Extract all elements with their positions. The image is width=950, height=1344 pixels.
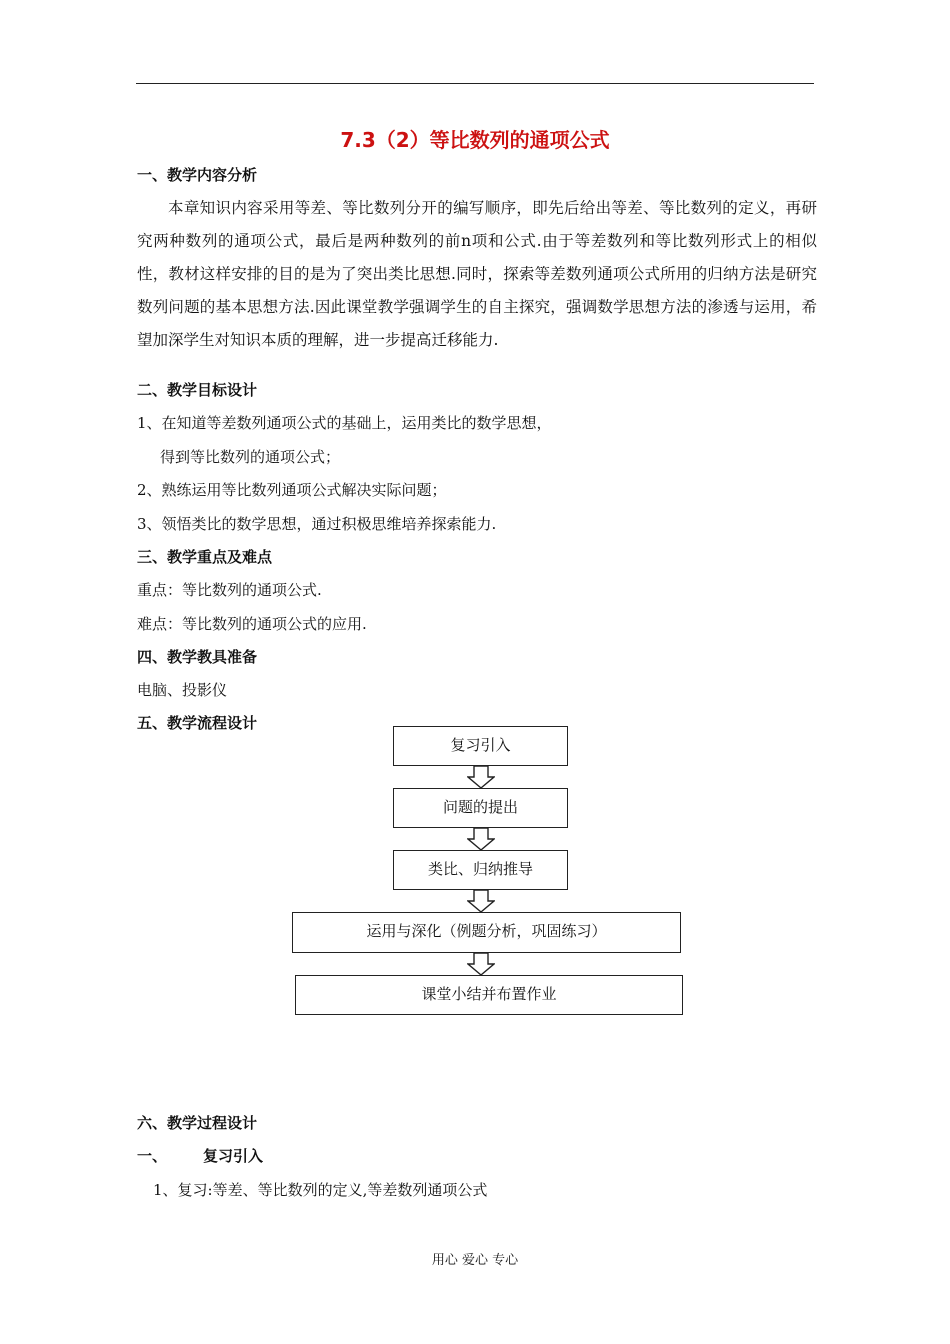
tools-text: 电脑、投影仪: [137, 681, 228, 699]
objective-item: 得到等比数列的通项公式；: [160, 448, 341, 466]
section-heading-content-analysis: 一、教学内容分析: [137, 166, 258, 184]
objective-item: 3、领悟类比的数学思想，通过积极思维培养探索能力.: [137, 515, 497, 533]
flow-step-application: 运用与深化（例题分析，巩固练习）: [292, 912, 681, 953]
difficult-point-text: 难点：等比数列的通项公式的应用.: [137, 615, 367, 633]
flow-step-review: 复习引入: [393, 726, 568, 766]
down-arrow-icon: [467, 952, 495, 976]
flow-step-question: 问题的提出: [393, 788, 568, 828]
objective-item: 2、熟练运用等比数列通项公式解决实际问题；: [137, 481, 447, 499]
content-analysis-paragraph: [137, 192, 817, 357]
section-heading-tools: 四、教学教具准备: [137, 648, 258, 666]
flow-step-summary: 课堂小结并布置作业: [295, 975, 683, 1015]
subsection-title: 复习引入: [203, 1147, 264, 1165]
section-heading-process: 六、教学过程设计: [137, 1114, 258, 1132]
objective-item: 1、在知道等差数列通项公式的基础上，运用类比的数学思想，: [137, 414, 552, 432]
section-heading-key-points: 三、教学重点及难点: [137, 548, 273, 566]
key-point-text: 重点：等比数列的通项公式.: [137, 581, 322, 599]
down-arrow-icon: [467, 827, 495, 851]
down-arrow-icon: [467, 889, 495, 913]
down-arrow-icon: [467, 765, 495, 789]
review-item-text: 1、复习:等差、等比数列的定义,等差数列通项公式: [153, 1181, 488, 1199]
header-rule: [136, 83, 814, 84]
subsection-number: 一、: [137, 1147, 168, 1165]
page-footer: 用心 爱心 专心: [431, 1253, 519, 1268]
section-heading-objectives: 二、教学目标设计: [137, 381, 258, 399]
content-analysis-text: 本章知识内容采用等差、等比数列分开的编写顺序，即先后给出等差、等比数列的定义，再研究两种数列的通项公式，最后是两种数列的前n项和公式.由于等差数列和等比数列形式上的相似性，教材这样安排的目的是为了突出类比思想.同时，探索等差数列通项公式所用的归纳方法是研究数列问题的基本思想方法.因此课堂教学强调学生的自主探究，强调数学思想方法的渗透与运用，希望加深学生对知识本质的理解，进一步提高迁移能力.: [137, 199, 817, 349]
section-heading-flow: 五、教学流程设计: [137, 714, 258, 732]
flow-step-analogy: 类比、归纳推导: [393, 850, 568, 890]
document-title: 7.3（2）等比数列的通项公式: [340, 128, 610, 152]
